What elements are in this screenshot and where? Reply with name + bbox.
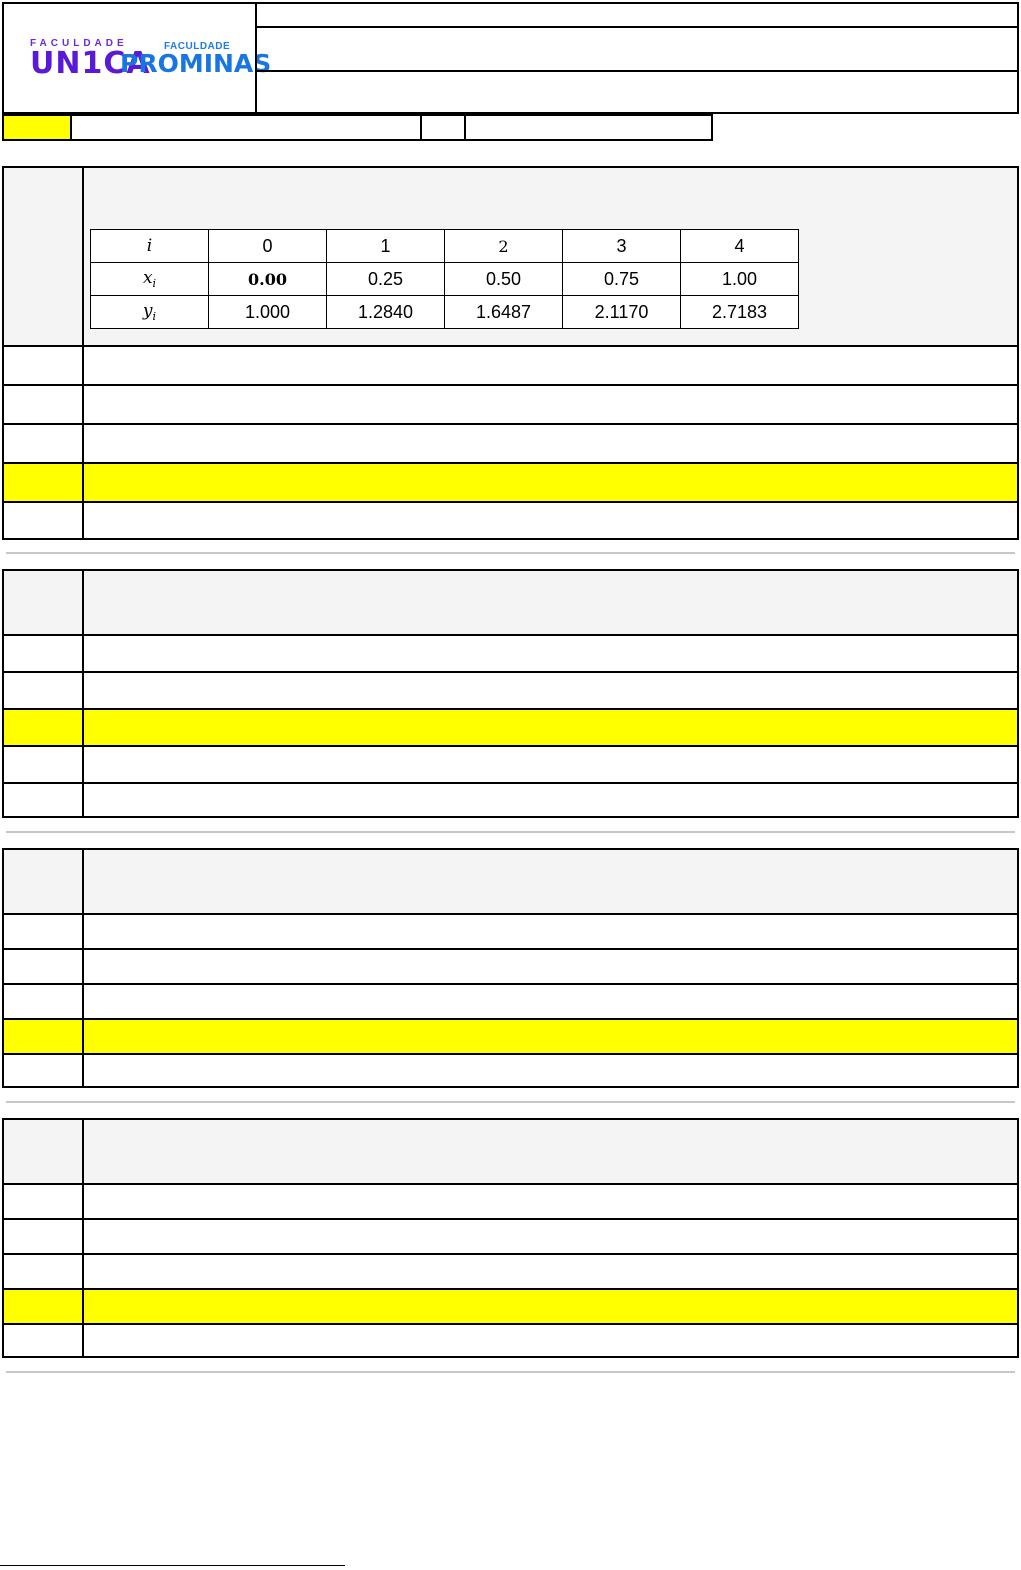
table-cell: 1.6487 [445,296,563,329]
option-row[interactable] [4,983,1017,1020]
table-row-label: $y_i$ [91,296,209,329]
option-row[interactable] [4,423,1017,464]
table-cell: 4 [681,230,799,263]
option-row[interactable] [4,745,1017,784]
number-column [4,850,84,1086]
option-row[interactable] [4,913,1017,950]
option-row[interactable] [4,782,1017,820]
table-cell: 2.1170 [563,296,681,329]
question-4 [2,1118,1019,1358]
option-row[interactable] [4,671,1017,710]
option-row[interactable] [4,1053,1017,1090]
question-statement [4,1120,1017,1183]
table-cell: 1.00 [681,263,799,296]
header-divider [257,70,1017,72]
question-statement [4,571,1017,634]
divider [6,552,1015,554]
option-row[interactable] [4,384,1017,425]
table-cell: 0 [209,230,327,263]
divider [6,1101,1015,1103]
table-cell: 0.75 [563,263,681,296]
option-row[interactable] [4,1323,1017,1360]
divider [6,1371,1015,1373]
option-row[interactable] [4,501,1017,542]
table-row-label: $x_i$ [91,263,209,296]
question-1 [2,166,1019,540]
table-cell: 0.25 [327,263,445,296]
option-row[interactable] [4,1183,1017,1220]
option-row-correct[interactable] [4,708,1017,747]
question-statement [4,168,1017,345]
header-divider [257,26,1017,28]
info-cell [464,114,713,141]
option-row-correct[interactable] [4,462,1017,503]
logo-prominas-label: FACULDADE [164,41,231,52]
table-cell: 1.000 [209,296,327,329]
table-cell: i [91,230,209,263]
table-cell: 0.00 [209,263,327,296]
option-row[interactable] [4,1218,1017,1255]
table-cell: 1 [327,230,445,263]
option-row[interactable] [4,345,1017,386]
number-column [4,1120,84,1356]
divider [6,831,1015,833]
header-fields [255,2,1019,114]
table-row [91,263,799,296]
info-cell-highlight [2,114,72,141]
option-row[interactable] [4,948,1017,985]
info-cell [70,114,422,141]
logo-box [2,2,272,114]
table-row [91,230,799,263]
question-2 [2,569,1019,818]
number-column [4,571,84,816]
table-cell: 2.7183 [681,296,799,329]
table-cell: 1.2840 [327,296,445,329]
info-cell [420,114,466,141]
logo-unica-label: FACULDADE [30,38,128,49]
logo-unica: UN1CA [30,46,151,81]
table-row [91,296,799,329]
option-row-correct[interactable] [4,1288,1017,1325]
option-row[interactable] [4,1253,1017,1290]
data-table [90,229,799,329]
logo-prominas: PROMINAS [120,49,272,78]
footnote-rule [0,1565,345,1566]
option-row-correct[interactable] [4,1018,1017,1055]
question-3 [2,848,1019,1088]
number-column [4,168,84,538]
table-cell: 2 [445,230,563,263]
question-statement [4,850,1017,913]
table-cell: 3 [563,230,681,263]
table-cell: 0.50 [445,263,563,296]
option-row[interactable] [4,634,1017,673]
